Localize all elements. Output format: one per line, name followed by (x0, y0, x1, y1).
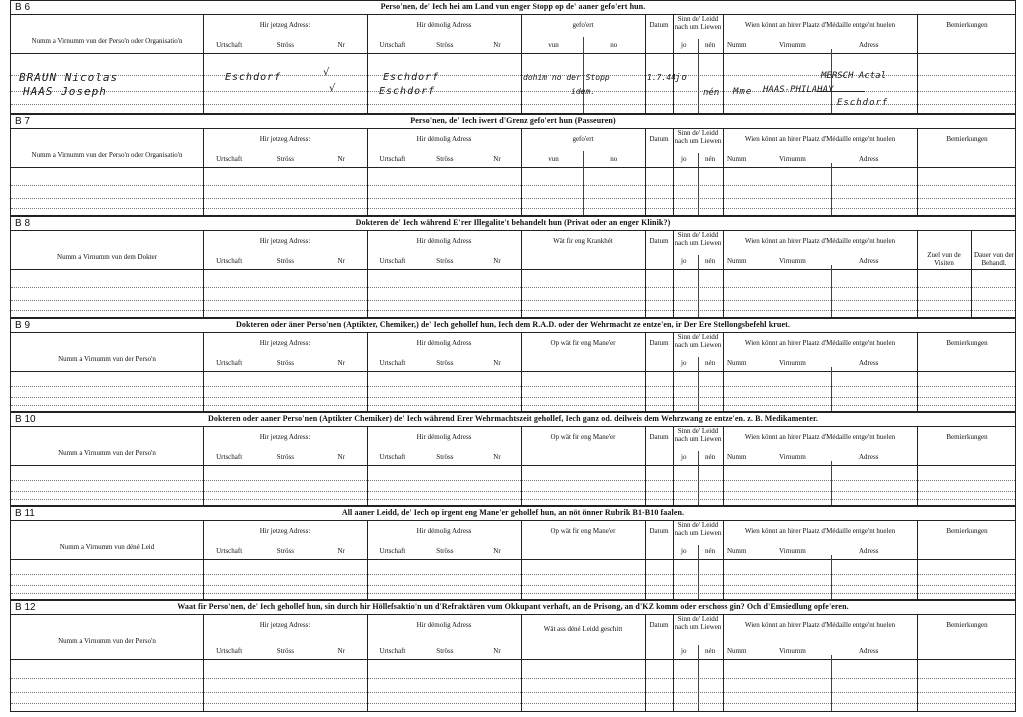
remarks-header: Bemierkungen (946, 21, 988, 29)
section-title: Waat fir Perso'nen, de' Iech gehollef hun, sin durch hir Höllefsaktio'n un d'Refraktären vum Okkupant verhaft, an de Prisong, an d'KZ komm oder erschoss gin? Och d'Emsiedlung opfe'eren. (177, 602, 849, 611)
stross-label: Ströss (276, 41, 294, 49)
numm-label: Numm (727, 453, 747, 461)
entry-datum-1: 1.7.44 (647, 73, 676, 82)
row-line (11, 593, 1015, 594)
former-address-header: Hir démolig Adress (416, 135, 472, 143)
adress-label: Adress (859, 359, 879, 367)
jo-label: jo (681, 41, 687, 49)
column-divider (971, 230, 972, 317)
section-b9 (10, 318, 1016, 412)
name-column-header: Numm a Virnumm vun déné Leid (59, 543, 155, 551)
urtschaft-label: Urtschaft (379, 647, 406, 655)
jo-label: jo (681, 155, 687, 163)
urtschaft-label: Urtschaft (379, 453, 406, 461)
stross-label: Ströss (436, 257, 454, 265)
row-line (11, 703, 1015, 704)
entry-vun-no-2: idem. (571, 87, 596, 96)
stross-label: Ströss (436, 647, 454, 655)
name-column-header: Numm a Virnumm vun der Perso'n (58, 355, 156, 363)
check-mark: √ (323, 67, 330, 78)
alive-header: Sinn de' Leidd nach um Liewen (674, 427, 722, 443)
section-id: B 10 (15, 414, 36, 425)
nen-label: nén (705, 547, 716, 555)
visits-header: Zuel vun de Visiten (927, 251, 961, 267)
medal-sub-divider (831, 461, 832, 505)
row-line (11, 480, 1015, 481)
datum-header: Datum (649, 237, 669, 245)
adress-label: Adress (859, 257, 879, 265)
virnumm-label: Virnumm (779, 453, 806, 461)
entry-vun-no-1: dohim no der Stopp (523, 73, 610, 82)
column-divider (917, 230, 918, 317)
name-column-header: Numm a Virnumm vun der Perso'n (58, 637, 156, 645)
adress-label: Adress (859, 647, 879, 655)
alive-sub-divider (698, 153, 699, 215)
nr-label: Nr (337, 155, 345, 163)
datum-header: Datum (649, 21, 669, 29)
section-title: Dokteren oder äner Perso'nen (Aptikter, Chemiker,) de' Iech gehollef hun, Iech dem R.A.D. oder der Wehrmacht ze entze'en, ir Der Ere Stellongsbefehl kruet. (236, 320, 790, 329)
header-bottom-rule (11, 659, 1015, 660)
remarks-header: Bemierkungen (946, 135, 988, 143)
numm-label: Numm (727, 359, 747, 367)
section-id: B 6 (15, 2, 31, 13)
remarks-header: Bemierkungen (946, 339, 988, 347)
urtschaft-label: Urtschaft (379, 155, 406, 163)
alive-sub-divider (698, 451, 699, 505)
stross-label: Ströss (276, 647, 294, 655)
title-divider (11, 128, 1015, 129)
medal-sub-divider (831, 163, 832, 215)
datum-header: Datum (649, 135, 669, 143)
nr-label: Nr (493, 359, 501, 367)
nen-label: nén (705, 257, 716, 265)
virnumm-label: Virnumm (779, 359, 806, 367)
row-line (11, 208, 1015, 209)
alive-sub-divider (698, 39, 699, 113)
section-id: B 11 (15, 508, 35, 519)
row-line (11, 585, 1015, 586)
stross-label: Ströss (276, 547, 294, 555)
name-column-header: Numm a Virnumm vun der Perso'n (58, 449, 156, 457)
header-bottom-rule (11, 53, 1015, 54)
remarks-header: Bemierkungen (946, 621, 988, 629)
row-line (11, 185, 1015, 186)
header-bottom-rule (11, 559, 1015, 560)
alive-header: Sinn de' Leidd nach um Liewen (674, 521, 722, 537)
stross-label: Ströss (436, 453, 454, 461)
entry-adress-2: Eschdorf (837, 98, 889, 108)
name-column-header: Numm a Virnumm vun der Perso'n oder Organisatio'n (31, 151, 183, 159)
remarks-header: Bemierkungen (946, 527, 988, 535)
col5-sub-divider (583, 151, 584, 215)
nen-label: nén (705, 453, 716, 461)
urtschaft-label: Urtschaft (379, 359, 406, 367)
medal-header: Wien könnt an hirer Plaatz d'Médaille entge'nt huelen (744, 433, 896, 441)
title-divider (11, 614, 1015, 615)
stross-label: Ströss (276, 359, 294, 367)
nr-label: Nr (337, 547, 345, 555)
current-address-header: Hir jetzeg Adress: (259, 433, 311, 441)
medal-header: Wien könnt an hirer Plaatz d'Médaille entge'nt huelen (744, 21, 896, 29)
title-divider (11, 332, 1015, 333)
medal-header: Wien könnt an hirer Plaatz d'Médaille entge'nt huelen (744, 135, 896, 143)
row-line (11, 287, 1015, 288)
title-divider (11, 426, 1015, 427)
alive-sub-divider (698, 255, 699, 317)
medal-header: Wien könnt an hirer Plaatz d'Médaille entge'nt huelen (744, 237, 896, 245)
alive-header: Sinn de' Leidd nach um Liewen (674, 615, 722, 631)
datum-header: Datum (649, 527, 669, 535)
row-line (11, 310, 1015, 311)
row-line (11, 198, 1015, 199)
row-line (11, 499, 1015, 500)
current-address-header: Hir jetzeg Adress: (259, 621, 311, 629)
nr-label: Nr (493, 41, 501, 49)
former-address-header: Hir démolig Adress (416, 433, 472, 441)
section-title: All aaner Leidd, de' Iech op irgent eng Mane'er gehollef hun, an nöt önner Rubrik B1-B10 faalen. (341, 508, 685, 517)
virnumm-label: Virnumm (779, 155, 806, 163)
jo-label: jo (681, 547, 687, 555)
numm-label: Numm (727, 547, 747, 555)
virnumm-label: Virnumm (779, 41, 806, 49)
nen-label: nén (705, 155, 716, 163)
numm-label: Numm (727, 41, 747, 49)
col5-sub-vun: vun (548, 155, 559, 163)
row-line (11, 386, 1015, 387)
medal-header: Wien könnt an hirer Plaatz d'Médaille entge'nt huelen (744, 339, 896, 347)
col5-header: Op wät fir eng Mane'er (550, 433, 616, 441)
former-address-header: Hir démolig Adress (416, 339, 472, 347)
entry-numm-2: Mme (733, 87, 753, 97)
row-line (11, 692, 1015, 693)
stross-label: Ströss (436, 155, 454, 163)
numm-label: Numm (727, 155, 747, 163)
section-b12 (10, 600, 1016, 712)
urtschaft-label: Urtschaft (216, 453, 243, 461)
section-b11 (10, 506, 1016, 600)
section-b7 (10, 114, 1016, 216)
stross-label: Ströss (276, 257, 294, 265)
medal-header: Wien könnt an hirer Plaatz d'Médaille entge'nt huelen (744, 621, 896, 629)
nen-label: nén (705, 359, 716, 367)
alive-sub-divider (698, 357, 699, 411)
name-column-header: Numm a Virnumm vun der Perso'n oder Organisatio'n (31, 37, 183, 45)
entry-nen-2: nén (703, 88, 720, 98)
current-address-header: Hir jetzeg Adress: (259, 339, 311, 347)
current-address-header: Hir jetzeg Adress: (259, 135, 311, 143)
col5-sub-vun: vun (548, 41, 559, 49)
jo-label: jo (681, 647, 687, 655)
urtschaft-label: Urtschaft (216, 257, 243, 265)
nr-label: Nr (493, 547, 501, 555)
stross-label: Ströss (436, 547, 454, 555)
remarks-header: Bemierkungen (946, 433, 988, 441)
nr-label: Nr (493, 257, 501, 265)
current-address-header: Hir jetzeg Adress: (259, 21, 311, 29)
section-id: B 12 (15, 602, 36, 613)
medal-header: Wien könnt an hirer Plaatz d'Médaille entge'nt huelen (744, 527, 896, 535)
medal-sub-divider (831, 655, 832, 711)
nr-label: Nr (493, 453, 501, 461)
jo-label: jo (681, 453, 687, 461)
row-line (11, 574, 1015, 575)
datum-header: Datum (649, 433, 669, 441)
former-address-header: Hir démolig Adress (416, 21, 472, 29)
nr-label: Nr (337, 257, 345, 265)
nr-label: Nr (493, 155, 501, 163)
col5-header: Wät fir eng Krankhét (553, 237, 613, 245)
name-column-header: Numm a Virnumm vun dem Dokter (57, 253, 157, 261)
entry-name-2: HAAS Joseph (23, 85, 107, 98)
entry-urtschaft-1: Eschdorf (225, 72, 282, 83)
col5-header: Op wät fir eng Mane'er (550, 527, 616, 535)
alive-header: Sinn de' Leidd nach um Liewen (674, 333, 722, 349)
col5-header: gefo'ert (572, 135, 594, 143)
numm-label: Numm (727, 647, 747, 655)
title-divider (11, 520, 1015, 521)
section-b8 (10, 216, 1016, 318)
header-bottom-rule (11, 465, 1015, 466)
alive-sub-divider (698, 645, 699, 711)
jo-label: jo (681, 257, 687, 265)
virnumm-label: Virnumm (779, 257, 806, 265)
header-bottom-rule (11, 269, 1015, 270)
urtschaft-label: Urtschaft (216, 359, 243, 367)
urtschaft-label: Urtschaft (216, 41, 243, 49)
adress-label: Adress (859, 547, 879, 555)
adress-label: Adress (859, 41, 879, 49)
alive-header: Sinn de' Leidd nach um Liewen (674, 231, 722, 247)
section-title: Dokteren de' Iech während E'rer Illegalite't behandelt hun (Privat oder an enger Klinik?) (355, 218, 671, 227)
medal-sub-divider (831, 265, 832, 317)
duration-header: Dauer vun der Behandl. (973, 251, 1015, 267)
alive-header: Sinn de' Leidd nach um Liewen (674, 15, 722, 31)
col5-header: Wät ass déné Leidd geschitt (543, 625, 623, 633)
urtschaft-label: Urtschaft (379, 257, 406, 265)
nr-label: Nr (493, 647, 501, 655)
alive-header: Sinn de' Leidd nach um Liewen (674, 129, 722, 145)
section-id: B 8 (15, 218, 31, 229)
header-bottom-rule (11, 167, 1015, 168)
nen-label: nén (705, 647, 716, 655)
entry-virnumm-2: HAAS-PHILAHAY (763, 85, 834, 95)
section-title: Perso'nen, de' Iech hei am Land vun enger Stopp op de' aaner gefo'ert hun. (380, 2, 646, 11)
urtschaft-label: Urtschaft (216, 155, 243, 163)
medal-sub-divider (831, 49, 832, 113)
datum-header: Datum (649, 621, 669, 629)
col5-sub-no: no (610, 155, 618, 163)
urtschaft-label: Urtschaft (379, 547, 406, 555)
former-address-header: Hir démolig Adress (416, 527, 472, 535)
adress-label: Adress (859, 155, 879, 163)
title-divider (11, 230, 1015, 231)
nr-label: Nr (337, 647, 345, 655)
former-address-header: Hir démolig Adress (416, 237, 472, 245)
entry-demolig-2: Eschdorf (379, 86, 436, 97)
row-line (11, 491, 1015, 492)
section-id: B 7 (15, 116, 31, 127)
section-title: Dokteren oder aaner Perso'nen (Aptikter Chemiker) de' Iech während Erer Wehrmachtszeit gehollef, Iech ganz od. deilweis dem Wehrzwang ze entze'en. z. B. Medikamenter. (207, 414, 818, 423)
urtschaft-label: Urtschaft (216, 547, 243, 555)
nen-label: nén (705, 41, 716, 49)
strikethrough-mark (817, 91, 865, 92)
section-b6 (10, 0, 1016, 114)
section-b10 (10, 412, 1016, 506)
virnumm-label: Virnumm (779, 547, 806, 555)
stross-label: Ströss (276, 155, 294, 163)
numm-label: Numm (727, 257, 747, 265)
current-address-header: Hir jetzeg Adress: (259, 237, 311, 245)
urtschaft-label: Urtschaft (379, 41, 406, 49)
jo-label: jo (681, 359, 687, 367)
nr-label: Nr (337, 453, 345, 461)
entry-demolig-1: Eschdorf (383, 72, 440, 83)
questionnaire-form (10, 0, 1016, 712)
row-line (11, 405, 1015, 406)
adress-label: Adress (859, 453, 879, 461)
datum-header: Datum (649, 339, 669, 347)
section-id: B 9 (15, 320, 31, 331)
title-divider (11, 14, 1015, 15)
section-title: Perso'nen, de' Iech iwert d'Grenz gefo'ert hun (Passeuren) (410, 116, 616, 125)
former-address-header: Hir démolig Adress (416, 621, 472, 629)
entry-adress-1: MERSCH Actal (821, 71, 887, 81)
entry-name-1: BRAUN Nicolas (19, 71, 119, 84)
row-line (11, 678, 1015, 679)
virnumm-label: Virnumm (779, 647, 806, 655)
stross-label: Ströss (436, 41, 454, 49)
stross-label: Ströss (436, 359, 454, 367)
row-line (11, 397, 1015, 398)
medal-sub-divider (831, 555, 832, 599)
current-address-header: Hir jetzeg Adress: (259, 527, 311, 535)
header-bottom-rule (11, 371, 1015, 372)
nr-label: Nr (337, 359, 345, 367)
stross-label: Ströss (276, 453, 294, 461)
nr-label: Nr (337, 41, 345, 49)
urtschaft-label: Urtschaft (216, 647, 243, 655)
medal-sub-divider (831, 367, 832, 411)
row-line (11, 300, 1015, 301)
check-mark: √ (329, 83, 336, 94)
col5-sub-no: no (610, 41, 618, 49)
col5-header: gefo'ert (572, 21, 594, 29)
entry-jo-1: jo (675, 73, 688, 83)
col5-header: Op wät fir eng Mane'er (550, 339, 616, 347)
alive-sub-divider (698, 545, 699, 599)
